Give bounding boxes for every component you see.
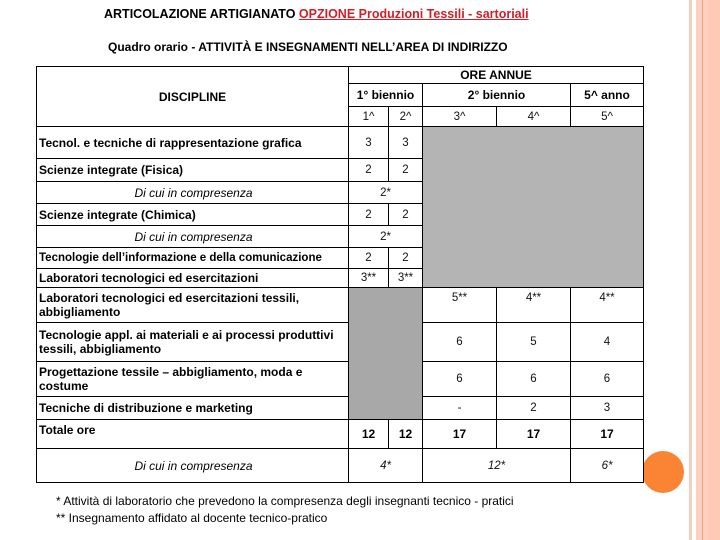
row-label: Laboratori tecnologici ed esercitazioni tessili, abbigliamento — [36, 287, 349, 323]
cell-value: 6 — [496, 361, 571, 397]
gray-inactive-block-upper — [422, 126, 644, 288]
row-label: Tecniche di distribuzione e marketing — [36, 396, 349, 420]
cell-value: 3 — [348, 126, 389, 159]
cell-value: 12* — [422, 448, 571, 483]
cell-value: 2* — [348, 225, 423, 248]
row-label: Tecnologie dell’informazione e della comunicazione — [36, 247, 349, 269]
cell-value: 4** — [570, 287, 644, 323]
cell-value: 2 — [348, 247, 389, 269]
cell-value: 2 — [388, 203, 423, 226]
row-label: Tecnol. e tecniche di rappresentazione grafica — [36, 126, 349, 159]
gray-inactive-block-lower — [348, 287, 423, 420]
cell-value: 2 — [496, 396, 571, 420]
header-discipline: DISCIPLINE — [36, 66, 349, 127]
cell-value: 6 — [570, 361, 644, 397]
row-label-totale: Totale ore — [36, 419, 349, 449]
cell-value: 2 — [348, 158, 389, 182]
header-year-5: 5^ — [570, 106, 644, 127]
decorative-stripe — [689, 0, 692, 540]
cell-value: 4* — [348, 448, 423, 483]
footnote-1: * Attività di laboratorio che prevedono la compresenza degli insegnanti tecnico - pratici — [56, 494, 514, 508]
cell-value: 5 — [496, 322, 571, 362]
row-label-compresenza: Di cui in compresenza — [36, 225, 349, 248]
page-title — [0, 7, 720, 21]
decorative-line — [702, 0, 703, 540]
cell-value: 6 — [422, 361, 497, 397]
cell-value: 2 — [388, 158, 423, 182]
cell-total: 12 — [388, 419, 423, 449]
header-year-3: 3^ — [422, 106, 497, 127]
cell-total: 12 — [348, 419, 389, 449]
header-quinto-anno: 5^ anno — [570, 83, 644, 107]
cell-value: 3** — [388, 268, 423, 288]
decorative-band-outer — [708, 0, 720, 540]
cell-value: 3** — [348, 268, 389, 288]
header-year-1: 1^ — [348, 106, 389, 127]
row-label: Progettazione tessile – abbigliamento, moda e costume — [36, 361, 349, 397]
cell-value: 2 — [388, 247, 423, 269]
row-label: Laboratori tecnologici ed esercitazioni — [36, 268, 349, 288]
header-biennio-1: 1° biennio — [348, 83, 423, 107]
page-subtitle: Quadro orario - ATTIVITÀ E INSEGNAMENTI NELL’AREA DI INDIRIZZO — [108, 40, 508, 54]
header-biennio-2: 2° biennio — [422, 83, 571, 107]
cell-value: 4 — [570, 322, 644, 362]
cell-value: 2 — [348, 203, 389, 226]
cell-value: 2* — [348, 181, 423, 204]
footnotes — [56, 493, 514, 527]
header-year-4: 4^ — [496, 106, 571, 127]
header-ore-annue: ORE ANNUE — [348, 66, 644, 84]
cell-value: 5** — [422, 287, 497, 323]
row-label: Scienze integrate (Chimica) — [36, 203, 349, 226]
cell-value: 4** — [496, 287, 571, 323]
row-label: Tecnologie appl. ai materiali e ai processi produttivi tessili, abbigliamento — [36, 322, 349, 362]
row-label: Scienze integrate (Fisica) — [36, 158, 349, 182]
cell-value: 3 — [388, 126, 423, 159]
cell-total: 17 — [570, 419, 644, 449]
cell-total: 17 — [422, 419, 497, 449]
cell-value: 3 — [570, 396, 644, 420]
cell-value: 6 — [422, 322, 497, 362]
title-accent: OPZIONE Produzioni Tessili - sartoriali — [298, 7, 529, 21]
orange-dot-icon — [642, 451, 684, 493]
cell-value: - — [422, 396, 497, 420]
row-label-compresenza: Di cui in compresenza — [36, 181, 349, 204]
header-year-2: 2^ — [388, 106, 423, 127]
title-prefix: ARTICOLAZIONE ARTIGIANATO — [104, 7, 299, 21]
footnote-2: ** Insegnamento affidato al docente tecnico-pratico — [56, 511, 328, 525]
row-label-compresenza: Di cui in compresenza — [36, 448, 349, 483]
cell-value: 6* — [570, 448, 644, 483]
cell-total: 17 — [496, 419, 571, 449]
